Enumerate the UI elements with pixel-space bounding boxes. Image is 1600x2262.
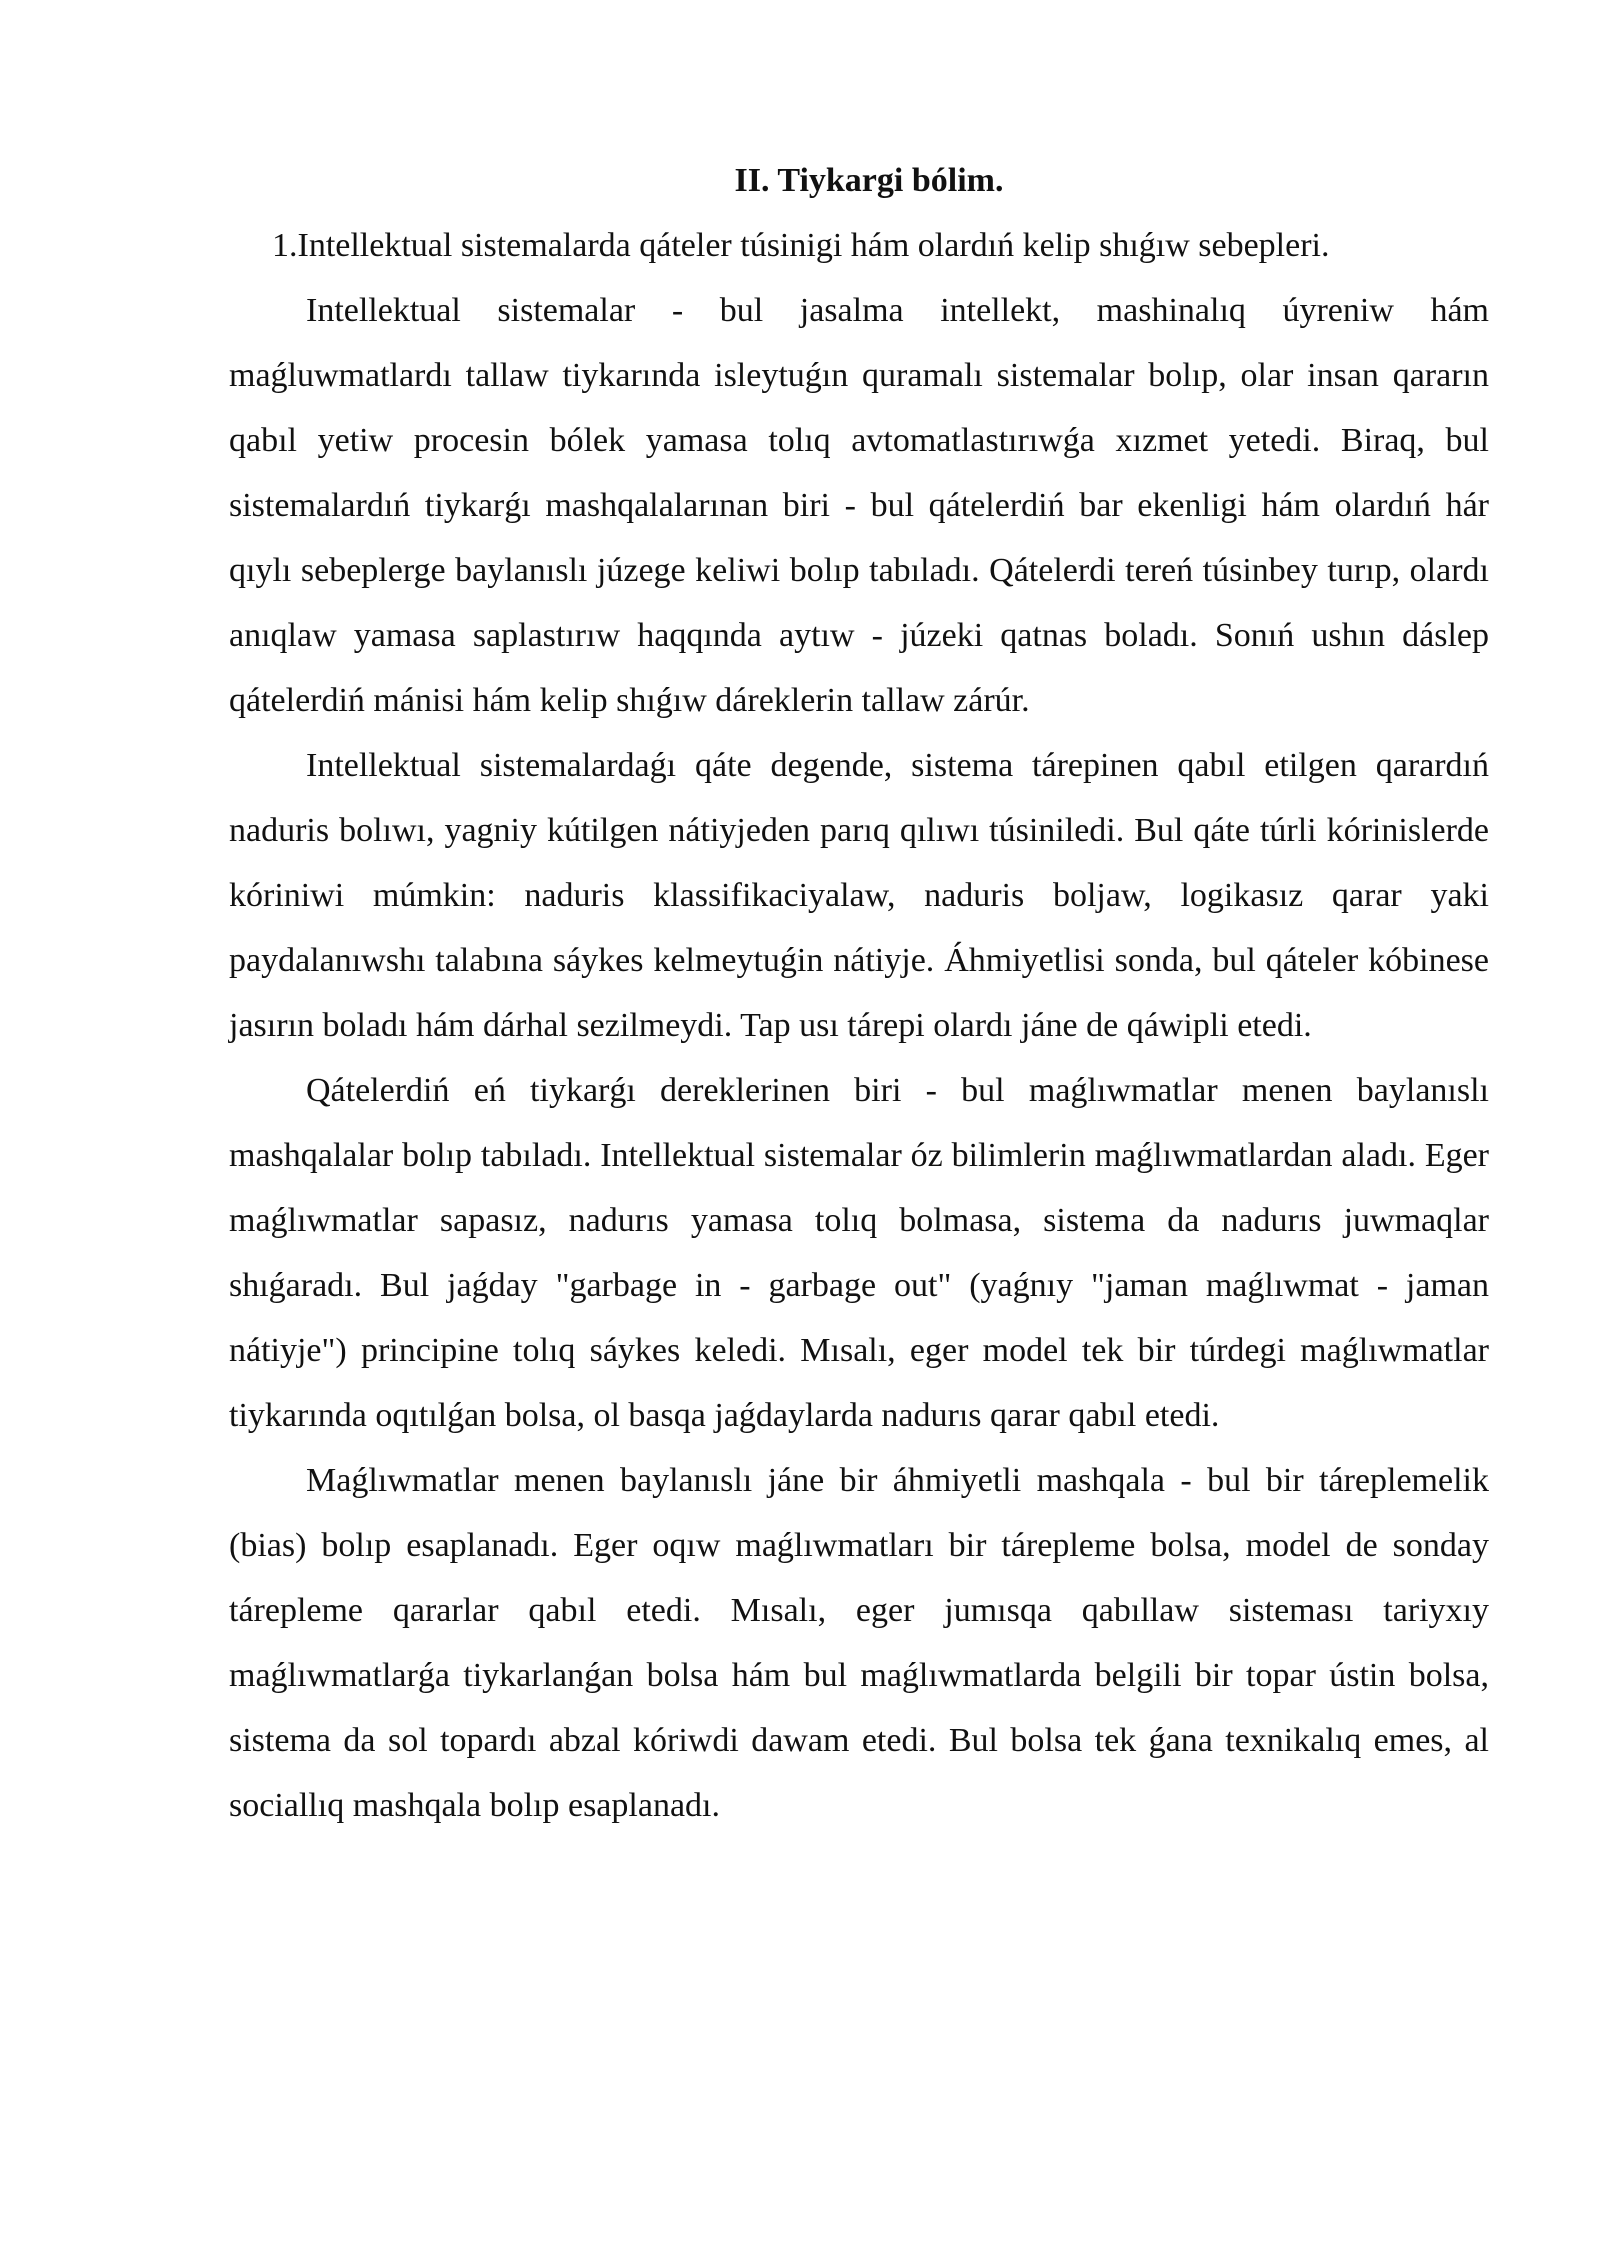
paragraph-1: Intellektual sistemalar - bul jasalma intellekt, mashinalıq úyreniw hám maǵluwmatlardı tallaw tiykarında isleytuǵın quramalı sistemalar bolıp, olar insan qararın qabıl yetiw procesin bólek yamasa tolıq avtomatlastırıwǵa xızmet yetedi. Biraq, bul sistemalardıń tiykarǵı mashqalalarınan biri - bul qátelerdiń bar ekenligi hám olardıń hár qıylı sebeplerge baylanıslı júzege keliwi bolıp tabıladı. Qátelerdi tereń túsinbey turıp, olardı anıqlaw yamasa saplastırıw haqqında aytıw - júzeki qatnas boladı. Sonıń ushın dáslep qátelerdiń mánisi hám kelip shıǵıw dáreklerin tallaw zárúr. (229, 292, 1489, 719)
subsection-title: 1.Intellektual sistemalarda qáteler túsinigi hám olardıń kelip shıǵıw sebepleri. (272, 227, 1330, 264)
paragraph-3: Qátelerdiń eń tiykarǵı dereklerinen biri - bul maǵlıwmatlar menen baylanıslı mashqalalar bolıp tabıladı. Intellektual sistemalar óz bilimlerin maǵlıwmatlardan aladı. Eger maǵlıwmatlar sapasız, nadurıs yamasa tolıq bolmasa, sistema da nadurıs juwmaqlar shıǵaradı. Bul jaǵday "garbage in - garbage out" (yaǵnıy "jaman maǵlıwmat - jaman nátiyje") principine tolıq sáykes keledi. Mısalı, eger model tek bir túrdegi maǵlıwmatlar tiykarında oqıtılǵan bolsa, ol basqa jaǵdaylarda nadurıs qarar qabıl etedi. (229, 1072, 1489, 1434)
paragraph-4: Maǵlıwmatlar menen baylanıslı jáne bir áhmiyetli mashqala - bul bir táreplemelik (bias) bolıp esaplanadı. Eger oqıw maǵlıwmatları bir tárepleme bolsa, model de sonday tárepleme qararlar qabıl etedi. Mısalı, eger jumısqa qabıllaw sisteması tariyxıy maǵlıwmatlarǵa tiykarlanǵan bolsa hám bul maǵlıwmatlarda belgili bir topar ústin bolsa, sistema da sol topardı abzal kóriwdi dawam etedi. Bul bolsa tek ǵana texnikalıq emes, al sociallıq mashqala bolıp esaplanadı. (229, 1462, 1489, 1824)
paragraph-2: Intellektual sistemalardaǵı qáte degende, sistema tárepinen qabıl etilgen qarardıń naduris bolıwı, yagniy kútilgen nátiyjeden parıq qılıwı túsiniledi. Bul qáte túrli kórinislerde kóriniwi múmkin: naduris klassifikaciyalaw, naduris boljaw, logikasız qarar yaki paydalanıwshı talabına sáykes kelmeytuǵin nátiyje. Áhmiyetlisi sonda, bul qáteler kóbinese jasırın boladı hám dárhal sezilmeydi. Tap usı tárepi olardı jáne de qáwipli etedi. (229, 747, 1489, 1044)
document-body (229, 148, 1489, 1838)
section-title: II. Tiykargi bólim. (734, 162, 1004, 199)
